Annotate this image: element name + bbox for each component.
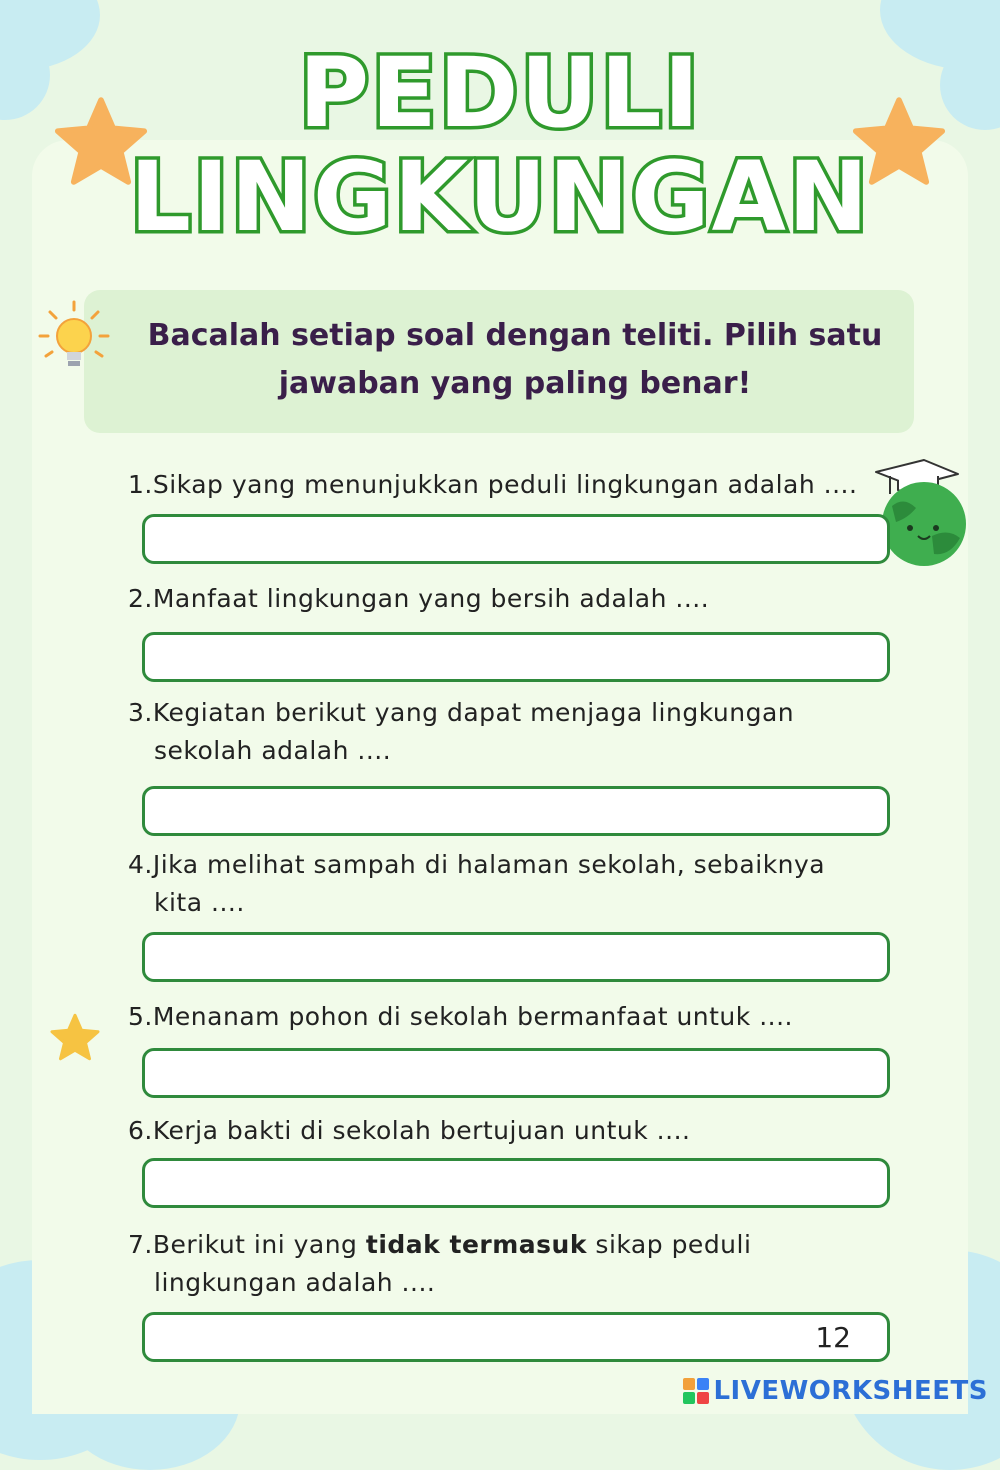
instruction-text: Bacalah setiap soal dengan teliti. Pilih satu jawaban yang paling benar! [147,318,883,401]
question-text-line2: kita .... [154,888,245,917]
question-text: Jika melihat sampah di halaman sekolah, sebaiknya [152,850,826,879]
answer-input-7[interactable] [145,1315,887,1359]
star-icon [852,96,946,186]
question-3 [128,694,894,770]
answer-field-7[interactable] [142,1312,890,1362]
question-text: Menanam pohon di sekolah bermanfaat untuk .... [152,1002,793,1031]
question-number: 3. [128,698,153,727]
question-text-line2: sekolah adalah .... [154,736,392,765]
page-title-line1: PEDULI [298,37,702,149]
question-text-emphasis: tidak termasuk [365,1230,587,1259]
question-text: Kerja bakti di sekolah bertujuan untuk .... [152,1116,691,1145]
question-number: 1. [128,470,153,499]
answer-field-2[interactable] [142,632,890,682]
star-icon [50,1012,100,1062]
question-2 [128,580,894,618]
liveworksheets-logo-icon [683,1378,709,1404]
brand-name: LIVEWORKSHEETS [713,1376,988,1406]
answer-input-4[interactable] [145,935,887,979]
question-text: Berikut ini yang [152,1230,358,1259]
answer-field-6[interactable] [142,1158,890,1208]
answer-field-1[interactable] [142,514,890,564]
question-number: 2. [128,584,153,613]
answer-input-3[interactable] [145,789,887,833]
question-5 [128,998,894,1036]
lightbulb-icon [38,300,110,378]
question-text: Sikap yang menunjukkan peduli lingkungan adalah .... [152,470,858,499]
answer-input-2[interactable] [145,635,887,679]
question-4 [128,846,894,922]
answer-field-4[interactable] [142,932,890,982]
answer-field-5[interactable] [142,1048,890,1098]
answer-input-5[interactable] [145,1051,887,1095]
question-number: 7. [128,1230,153,1259]
question-number: 4. [128,850,153,879]
question-text-line2: lingkungan adalah .... [154,1268,436,1297]
question-number: 6. [128,1116,153,1145]
page-title-line2: LINGKUNGAN [129,141,871,253]
answer-input-6[interactable] [145,1161,887,1205]
liveworksheets-footer[interactable] [683,1376,988,1406]
question-6 [128,1112,894,1150]
question-text: Kegiatan berikut yang dapat menjaga lingkungan [152,698,795,727]
answer-field-3[interactable] [142,786,890,836]
question-7 [128,1226,894,1302]
answer-input-1[interactable] [145,517,887,561]
star-icon [54,96,148,186]
question-text: sikap peduli [595,1230,752,1259]
question-1 [128,466,894,504]
question-number: 5. [128,1002,153,1031]
question-text: Manfaat lingkungan yang bersih adalah .... [152,584,710,613]
